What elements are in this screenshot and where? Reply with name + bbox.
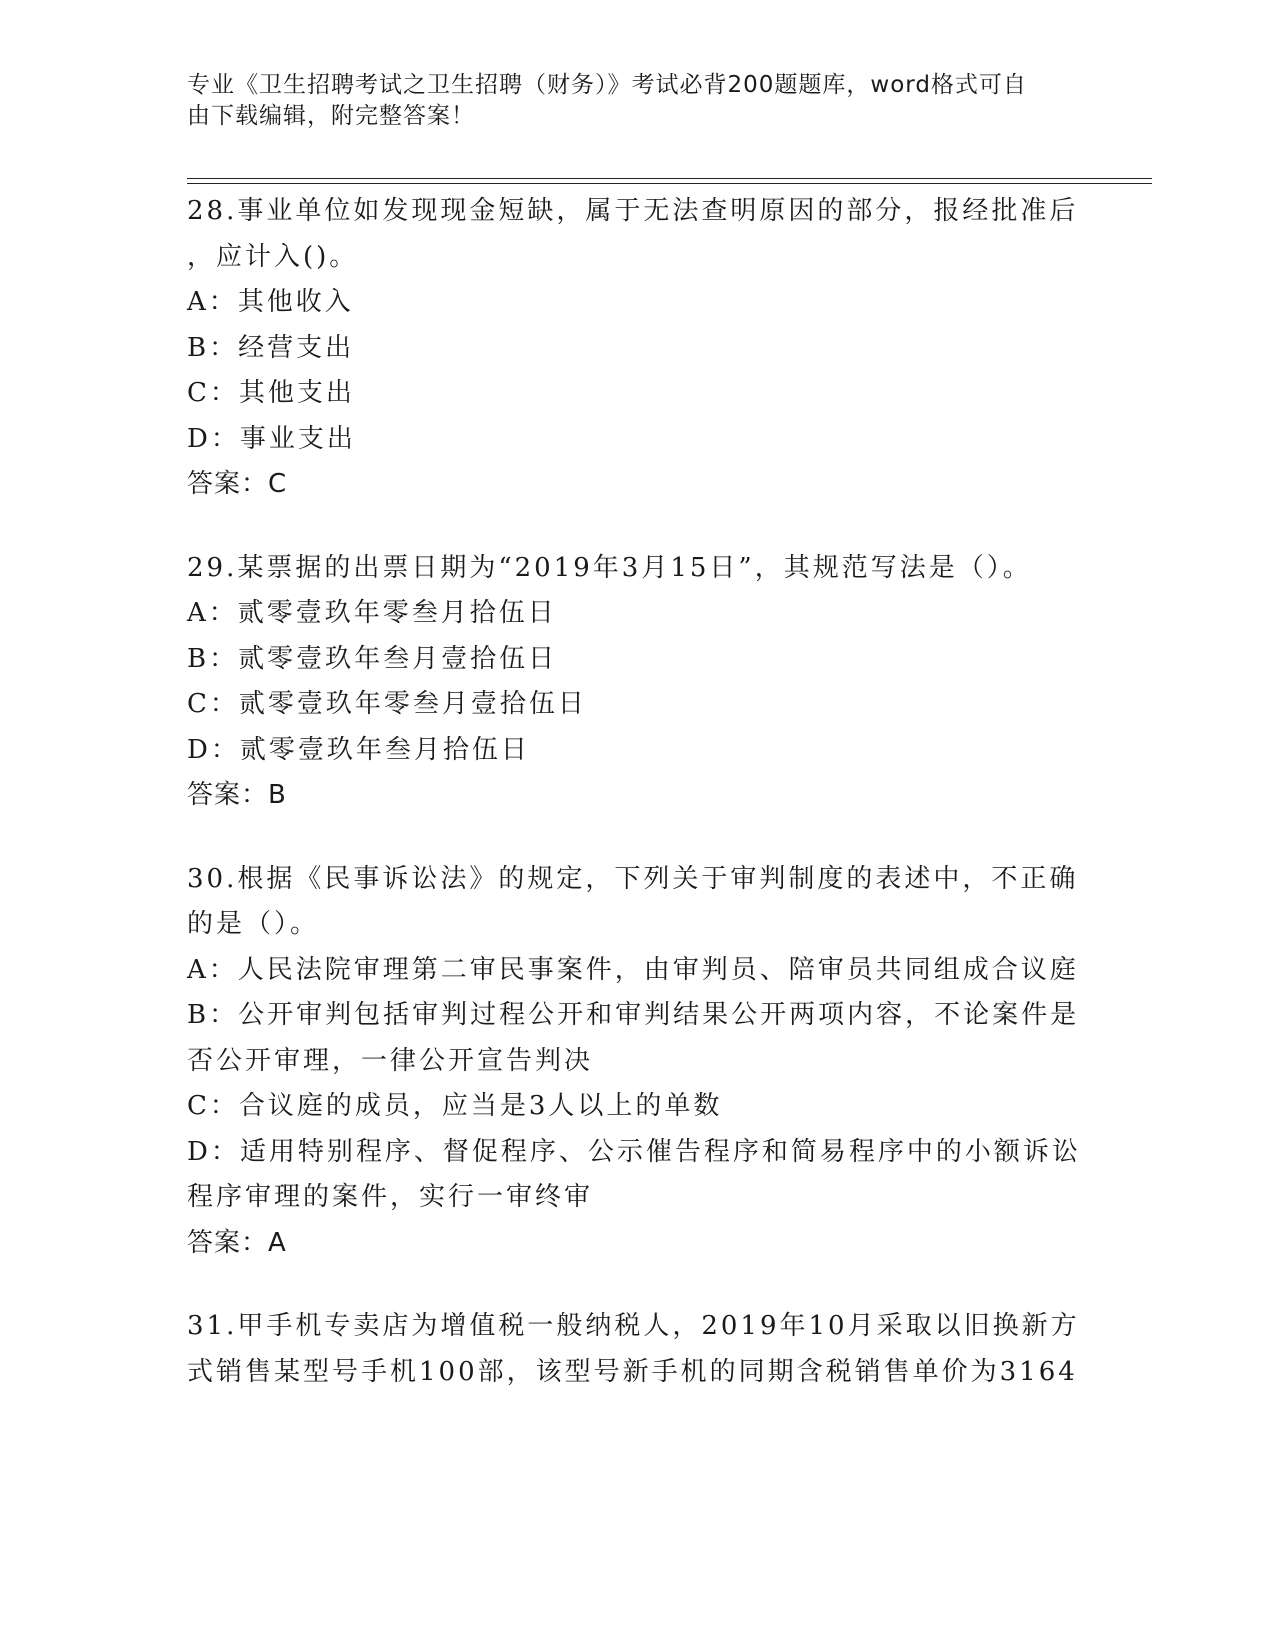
- question-stem: 29.某票据的出票日期为“2019年3月15日”，其规范写法是（）。: [187, 552, 1032, 583]
- question-stem: 式销售某型号手机100部，该型号新手机的同期含税销售单价为3164: [187, 1356, 1078, 1387]
- question-28: [187, 189, 1082, 508]
- page-header: [187, 70, 1067, 132]
- header-divider-top: [187, 178, 1152, 179]
- question-list: [187, 189, 1082, 1433]
- header-line-1: 专业《卫生招聘考试之卫生招聘（财务）》考试必背200题题库，word格式可自: [187, 72, 1027, 98]
- question-stem: 28.事业单位如发现现金短缺，属于无法查明原因的部分，报经批准后: [187, 196, 1079, 226]
- question-stem: 30.根据《民事诉讼法》的规定，下列关于审判制度的表述中，不正确: [187, 863, 1079, 894]
- question-stem: ，应计入()。: [187, 241, 359, 272]
- question-stem: 31.甲手机专卖店为增值税一般纳税人，2019年10月采取以旧换新方: [187, 1311, 1080, 1341]
- option-c: C：其他支出: [187, 378, 355, 408]
- option-a: A：人民法院审理第二审民事案件，由审判员、陪审员共同组成合议庭: [187, 954, 1079, 985]
- option-b: 否公开审理，一律公开宣告判决: [187, 1045, 594, 1076]
- option-b: B：经营支出: [187, 332, 355, 363]
- option-b: B：贰零壹玖年叁月壹拾伍日: [187, 643, 558, 674]
- option-d: D：适用特别程序、督促程序、公示催告程序和简易程序中的小额诉讼: [187, 1136, 1081, 1167]
- option-d: 程序审理的案件，实行一审终审: [187, 1182, 594, 1212]
- option-a: A：其他收入: [187, 287, 354, 317]
- answer-label: 答案：A: [187, 1227, 287, 1258]
- question-31: [187, 1304, 1082, 1395]
- question-29: [187, 546, 1082, 819]
- header-line-2: 由下载编辑，附完整答案！: [187, 103, 475, 129]
- question-30: [187, 857, 1082, 1267]
- header-divider-bottom: [187, 183, 1152, 184]
- answer-label: 答案：B: [187, 780, 287, 810]
- question-stem: 的是（）。: [187, 909, 320, 939]
- option-c: C：贰零壹玖年零叁月壹拾伍日: [187, 689, 587, 719]
- option-d: D：事业支出: [187, 423, 356, 454]
- answer-label: 答案：C: [187, 469, 288, 499]
- option-a: A：贰零壹玖年零叁月拾伍日: [187, 598, 557, 628]
- option-c: C：合议庭的成员，应当是3人以上的单数: [187, 1091, 723, 1121]
- option-d: D：贰零壹玖年叁月拾伍日: [187, 734, 530, 765]
- option-b: B：公开审判包括审判过程公开和审判结果公开两项内容，不论案件是: [187, 1000, 1080, 1030]
